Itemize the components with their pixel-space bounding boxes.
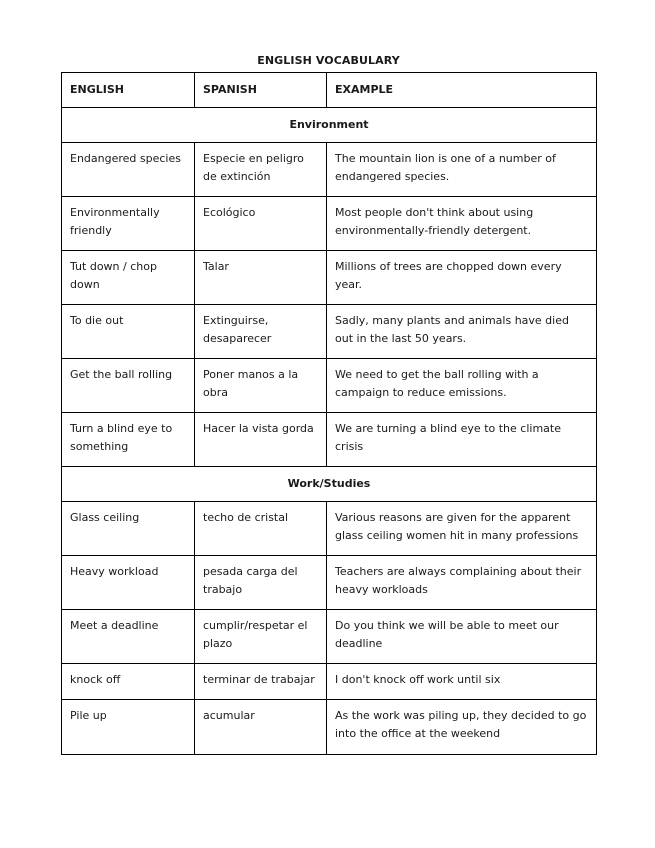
column-header-spanish: SPANISH: [195, 73, 327, 108]
spanish-cell: pesada carga del trabajo: [195, 556, 327, 610]
table-row: [62, 143, 597, 197]
section-title-environment: Environment: [62, 108, 597, 143]
english-cell: To die out: [62, 305, 195, 359]
table-row: [62, 556, 597, 610]
example-cell: Most people don't think about using environmentally-friendly detergent.: [327, 197, 597, 251]
spanish-cell: techo de cristal: [195, 502, 327, 556]
table-row: [62, 413, 597, 467]
example-cell: Various reasons are given for the apparent glass ceiling women hit in many professions: [327, 502, 597, 556]
spanish-cell: cumplir/respetar el plazo: [195, 610, 327, 664]
example-cell: Do you think we will be able to meet our deadline: [327, 610, 597, 664]
spanish-cell: Poner manos a la obra: [195, 359, 327, 413]
table-row: [62, 359, 597, 413]
english-cell: Pile up: [62, 700, 195, 755]
spanish-cell: terminar de trabajar: [195, 664, 327, 700]
example-cell: We are turning a blind eye to the climate crisis: [327, 413, 597, 467]
english-cell: Glass ceiling: [62, 502, 195, 556]
spanish-cell: Hacer la vista gorda: [195, 413, 327, 467]
english-cell: Heavy workload: [62, 556, 195, 610]
table-row: [62, 502, 597, 556]
english-cell: Meet a deadline: [62, 610, 195, 664]
section-header-row: [62, 467, 597, 502]
spanish-cell: acumular: [195, 700, 327, 755]
table-row: [62, 700, 597, 755]
table-row: [62, 664, 597, 700]
example-cell: As the work was piling up, they decided to go into the office at the weekend: [327, 700, 597, 755]
example-cell: Sadly, many plants and animals have died out in the last 50 years.: [327, 305, 597, 359]
spanish-cell: Ecológico: [195, 197, 327, 251]
english-cell: Tut down / chop down: [62, 251, 195, 305]
section-header-row: [62, 108, 597, 143]
table-header-row: [62, 73, 597, 108]
spanish-cell: Talar: [195, 251, 327, 305]
example-cell: We need to get the ball rolling with a campaign to reduce emissions.: [327, 359, 597, 413]
section-title-work-studies: Work/Studies: [62, 467, 597, 502]
document-title: ENGLISH VOCABULARY: [257, 54, 400, 67]
spanish-cell: Especie en peligro de extinción: [195, 143, 327, 197]
spanish-cell: Extinguirse, desaparecer: [195, 305, 327, 359]
example-cell: The mountain lion is one of a number of endangered species.: [327, 143, 597, 197]
english-cell: Get the ball rolling: [62, 359, 195, 413]
table-row: [62, 305, 597, 359]
english-cell: knock off: [62, 664, 195, 700]
english-cell: Endangered species: [62, 143, 195, 197]
english-cell: Environmentally friendly: [62, 197, 195, 251]
english-cell: Turn a blind eye to something: [62, 413, 195, 467]
column-header-example: EXAMPLE: [327, 73, 597, 108]
table-row: [62, 197, 597, 251]
table-row: [62, 251, 597, 305]
vocabulary-table: [61, 72, 597, 755]
table-row: [62, 610, 597, 664]
example-cell: I don't knock off work until six: [327, 664, 597, 700]
example-cell: Millions of trees are chopped down every year.: [327, 251, 597, 305]
column-header-english: ENGLISH: [62, 73, 195, 108]
example-cell: Teachers are always complaining about their heavy workloads: [327, 556, 597, 610]
